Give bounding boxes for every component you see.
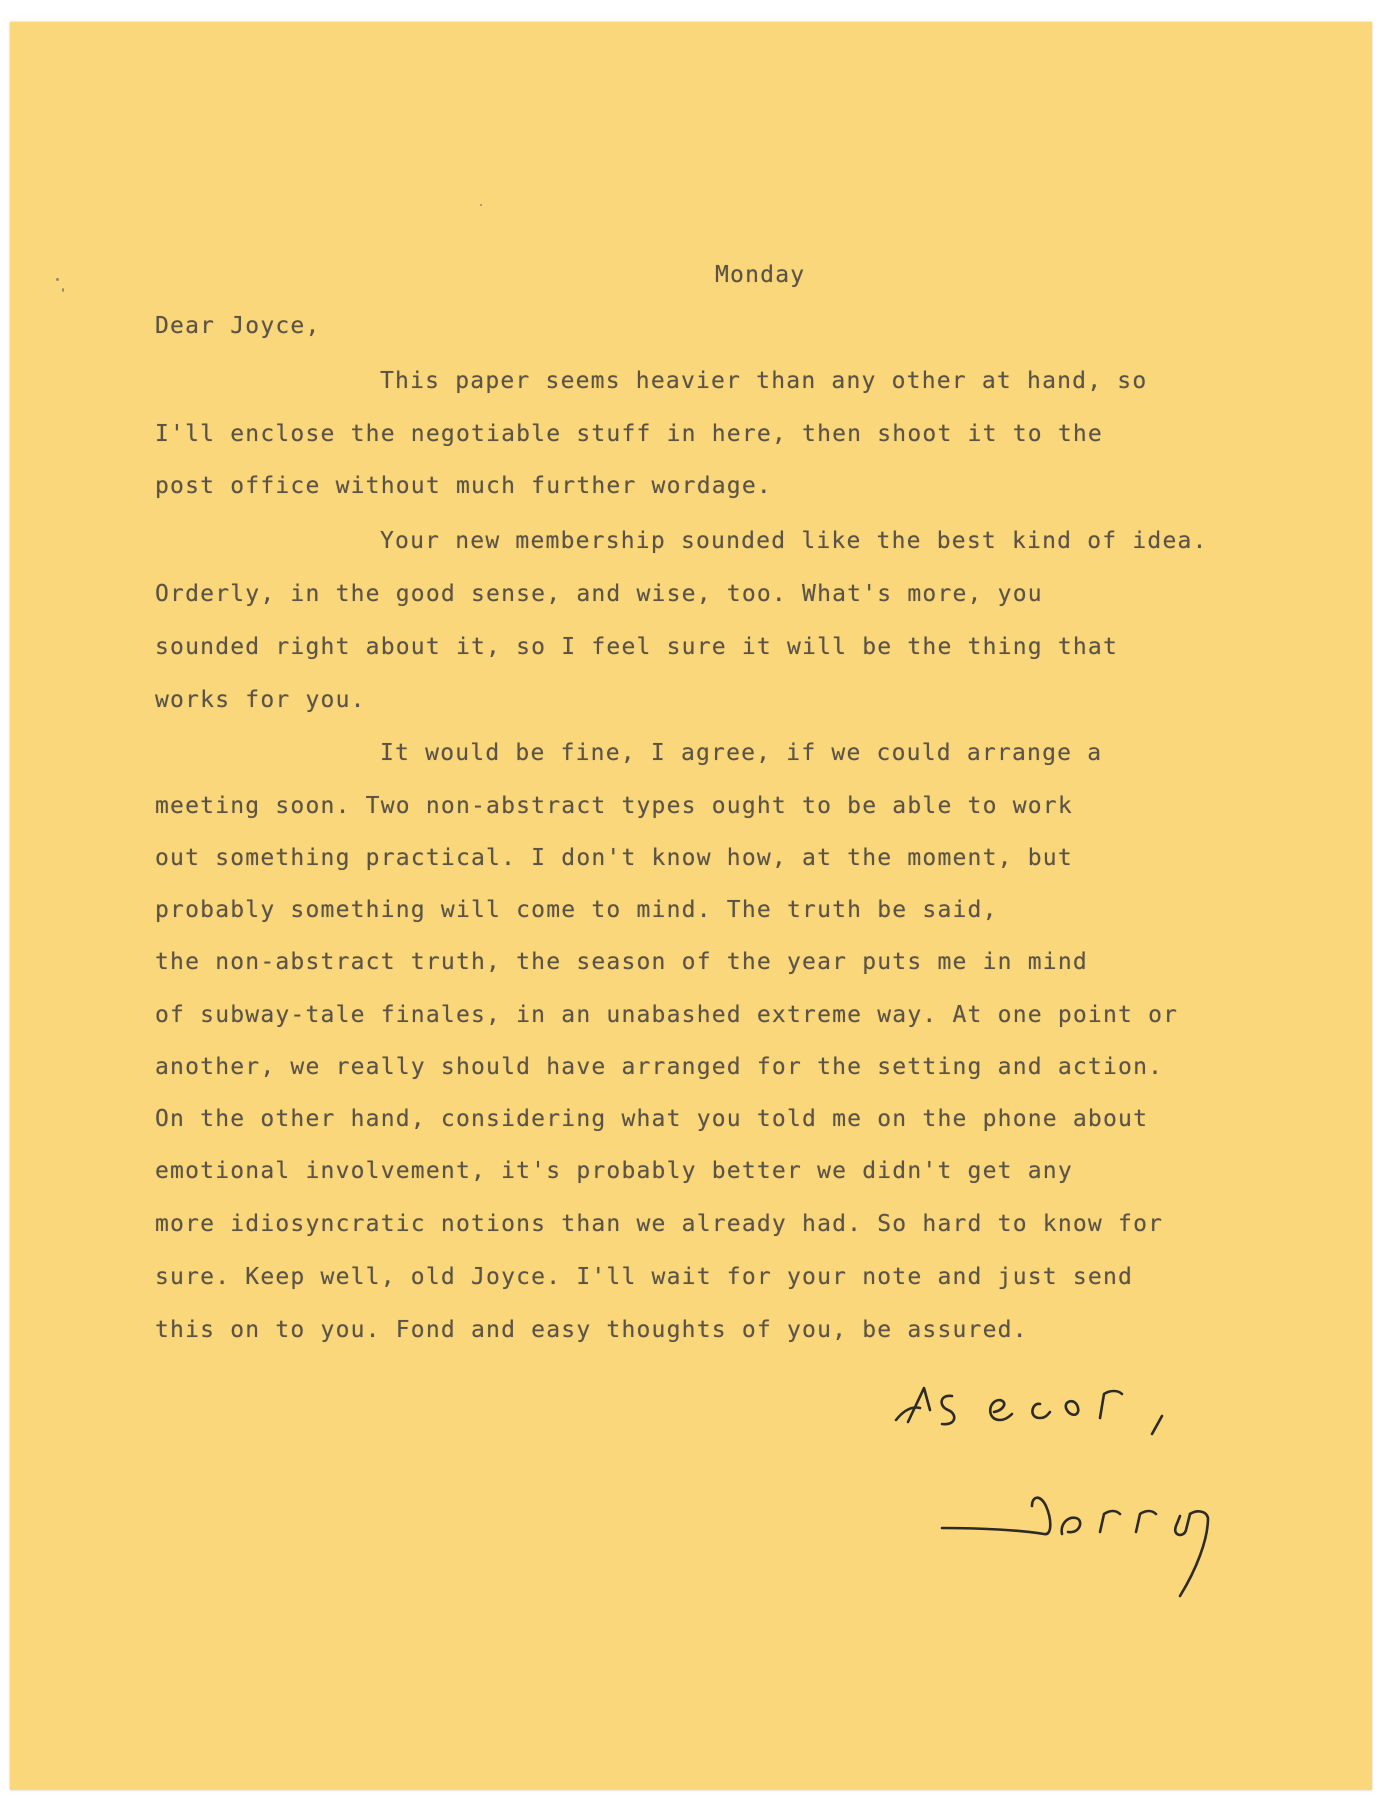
letter-line: I'll enclose the negotiable stuff in here, then shoot it to the: [155, 421, 1103, 447]
letter-line: It would be fine, I agree, if we could arrange a: [380, 740, 1103, 766]
letter-line: meeting soon. Two non-abstract types ought to be able to work: [155, 793, 1073, 819]
paper-speck: [480, 204, 482, 206]
letter-line: sounded right about it, so I feel sure it will be the thing that: [155, 634, 1119, 660]
letter-line: of subway-tale finales, in an unabashed extreme way. At one point or: [155, 1002, 1179, 1028]
handwritten-closing: [890, 1380, 1260, 1460]
paper-speck: [62, 288, 64, 292]
letter-line: probably something will come to mind. The truth be said,: [155, 897, 998, 923]
letter-line: out something practical. I don't know how, at the moment, but: [155, 845, 1073, 871]
letter-line: This paper seems heavier than any other at hand, so: [380, 368, 1148, 394]
letter-line: another, we really should have arranged for the setting and action.: [155, 1054, 1164, 1080]
signature: [940, 1490, 1270, 1610]
letter-line: Your new membership sounded like the best kind of idea.: [380, 528, 1208, 554]
letter-line: this on to you. Fond and easy thoughts of you, be assured.: [155, 1317, 1028, 1343]
letter-line: sure. Keep well, old Joyce. I'll wait for your note and just send: [155, 1264, 1134, 1290]
letter-line: post office without much further wordage.: [155, 473, 772, 499]
letter-date: Monday: [715, 262, 806, 288]
letter-line: emotional involvement, it's probably better we didn't get any: [155, 1158, 1073, 1184]
letter-line: the non-abstract truth, the season of the year puts me in mind: [155, 949, 1088, 975]
letter-line: On the other hand, considering what you told me on the phone about: [155, 1106, 1149, 1132]
letter-salutation: Dear Joyce,: [155, 313, 321, 339]
letter-line: Orderly, in the good sense, and wise, too. What's more, you: [155, 581, 1043, 607]
paper-speck: [56, 278, 59, 281]
letter-line: works for you.: [155, 687, 366, 713]
letter-line: more idiosyncratic notions than we already had. So hard to know for: [155, 1211, 1164, 1237]
